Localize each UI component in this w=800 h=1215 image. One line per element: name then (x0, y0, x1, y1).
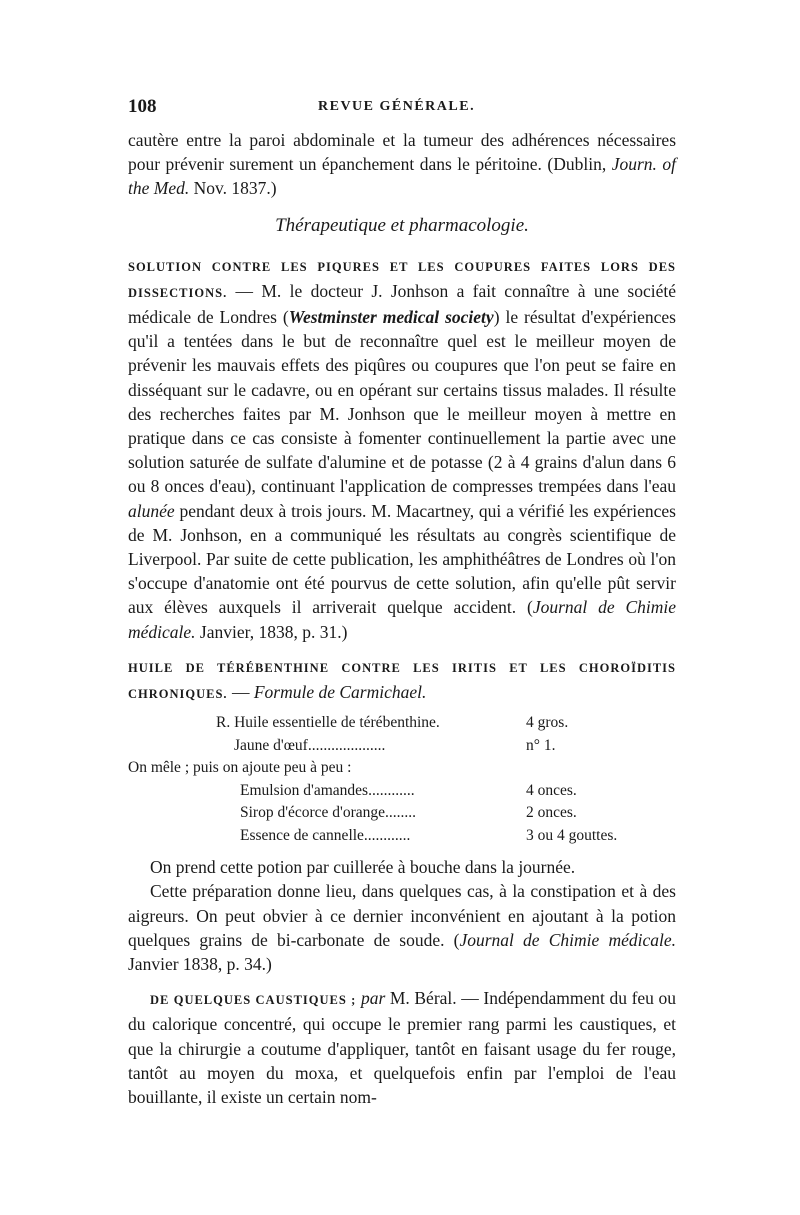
recipe-list (128, 712, 676, 847)
paragraph-side-effects: Cette préparation donne lieu, dans quelques cas, à la constipation et à des aigreurs. On peut obvier à ce dernier inconvénient en ajoutant à la potion quelques grains de bi-carbonate de soude. (Journal de Chimie médicale. Janvier 1838, p. 34.) (128, 881, 676, 975)
page-number: 108 (128, 96, 157, 117)
page-body (128, 128, 676, 1109)
continuation-paragraph: cautère entre la paroi abdominale et la tumeur des adhérences nécessaires pour prévenir surement un épanchement dans le péritoine. (Dublin, Journ. of the Med. Nov. 1837.) (128, 130, 676, 199)
journal-citation: Journal de Chimie médicale. (128, 597, 676, 642)
section-title: Thérapeutique et pharmacologie. (275, 214, 529, 236)
article-caustiques: DE QUELQUES CAUSTIQUES ; par M. Béral. — Indépendamment du feu ou du calorique concentré, qui occupe le premier rang parmi les caustiques, et que la chirurgie a coutume d'appliquer, tantôt en faisant usage du fer rouge, tantôt au moyen du moxa, et quelquefois enfin par l'emploi de l'eau bouillante, il existe un certain nom- (128, 988, 677, 1108)
journal-citation: Journal de Chimie médicale. (459, 929, 676, 950)
recipe-note: On mêle ; puis on ajoute peu à peu : (128, 759, 352, 777)
article-terebenthine-heading: HUILE DE TÉRÉBENTHINE CONTRE LES IRITIS ET LES CHOROÏDITIS CHRONIQUES. — Formule de Carmichael. (128, 660, 676, 703)
society-name: Westminster medical society (288, 307, 494, 328)
recipe-row: Essence de cannelle............ 3 ou 4 gouttes. (240, 826, 618, 844)
recipe-row: R. Huile essentielle de térébenthine. 4 gros. (216, 714, 569, 732)
recipe-row: Sirop d'écorce d'orange........ 2 onces. (240, 804, 577, 822)
article-heading: DE QUELQUES CAUSTIQUES ; (150, 993, 357, 1008)
paragraph-usage: On prend cette potion par cuillerée à bouche dans la journée. (150, 857, 576, 878)
recipe-row: Jaune d'œuf.................... n° 1. (234, 736, 556, 754)
running-head: REVUE GÉNÉRALE. (318, 99, 476, 114)
journal-citation: Journ. of the Med. (128, 154, 676, 199)
term-alunee: alunée (128, 500, 175, 521)
article-solution-dissections: SOLUTION CONTRE LES PIQURES ET LES COUPURES FAITES LORS DES DISSECTIONS. — M. le docteur J. Jonhson a fait connaître à une société médicale de Londres (Westminster medical society) le résultat d'expériences qu'il a tentées dans le but de reconnaître quel est le meilleur moyen de prévenir les mauvais effets des piqûres ou coupures que l'on peut se faire en disséquant sur le cadavre, ou en opérant sur certains tissus malades. Il résulte des recherches faites par M. Jonhson que le meilleur moyen à mettre en pratique dans ce cas consiste à fomenter continuellement la partie avec une solution saturée de sulfate d'alumine et de potasse (2 à 4 grains d'alun dans 6 ou 8 onces d'eau), continuant l'application de compresses trempées dans l'eau alunée pendant deux à trois jours. M. Macartney, qui a vérifié les expériences de M. Jonhson, en a communiqué les résultats au congrès scientifique de Liverpool. Par suite de cette publication, les amphithéâtres de Londres où l'on s'occupe d'anatomie ont été pourvus de cette solution, afin qu'elle pût servir aux élèves auxquels il arriverait quelque accident. (Journal de Chimie médicale. Janvier, 1838, p. 31.) (128, 259, 676, 642)
author-name: M. Béral. (385, 988, 457, 1009)
article-heading: HUILE DE TÉRÉBENTHINE CONTRE LES IRITIS ET LES CHOROÏDITIS CHRONIQUES. (128, 660, 676, 702)
page-header (128, 96, 676, 120)
recipe-row: Emulsion d'amandes............ 4 onces. (240, 781, 577, 799)
formula-title: Formule de Carmichael. (253, 682, 427, 703)
article-heading: SOLUTION CONTRE LES PIQURES ET LES COUPURES FAITES LORS DES DISSECTIONS. (128, 259, 676, 300)
